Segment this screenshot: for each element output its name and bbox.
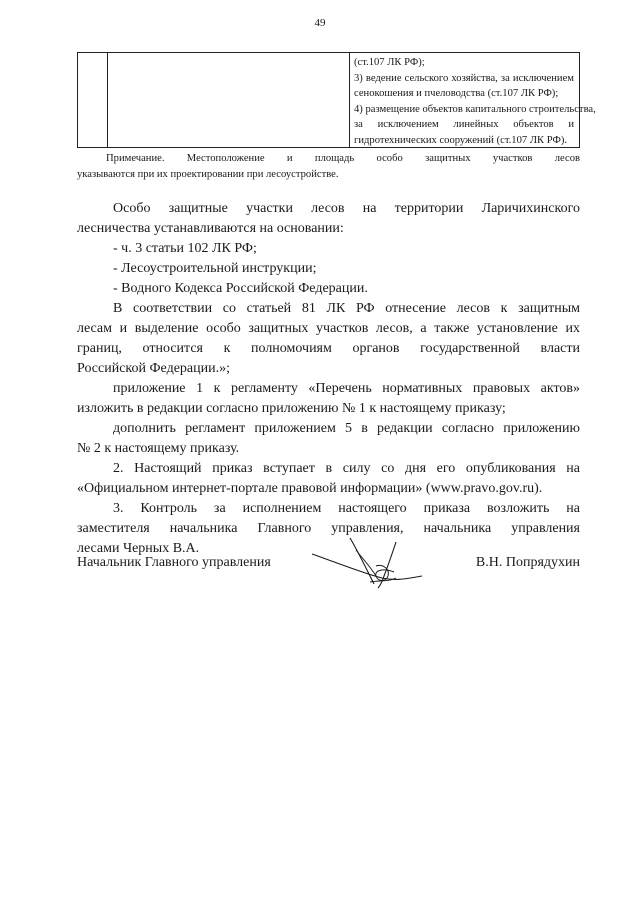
paragraph-line: Особо защитные участки лесов на территории Ларичихинского bbox=[113, 201, 580, 216]
paragraph-line: В соответствии со статьей 81 ЛК РФ отнесение лесов к защитным bbox=[113, 301, 580, 316]
list-item: - Лесоустроительной инструкции; bbox=[113, 261, 317, 276]
list-item: - Водного Кодекса Российской Федерации. bbox=[113, 281, 368, 296]
table-line: гидротехнических сооружений (ст.107 ЛК РФ). bbox=[354, 134, 567, 146]
table-column-number bbox=[78, 53, 108, 147]
paragraph-line: Российской Федерации.»; bbox=[77, 361, 231, 376]
signatory-title: Начальник Главного управления bbox=[77, 555, 271, 570]
table-line: 3) ведение сельского хозяйства, за исключением bbox=[354, 72, 574, 84]
document-body bbox=[77, 199, 580, 559]
paragraph-line: лесами Черных В.А. bbox=[77, 541, 200, 556]
note-line: указываются при их проектировании при лесоустройстве. bbox=[77, 169, 339, 180]
signatory-name: В.Н. Попрядухин bbox=[475, 555, 580, 570]
table-line: сенокошения и пчеловодства (ст.107 ЛК РФ); bbox=[354, 88, 559, 99]
table-column-name bbox=[107, 53, 350, 147]
note-line: Примечание. Местоположение и площадь особо защитных участков лесов bbox=[106, 153, 580, 164]
paragraph-line: «Официальном интернет-портале правовой информации» (www.pravo.gov.ru). bbox=[77, 481, 543, 496]
paragraph-line: изложить в редакции согласно приложению № 1 к настоящему приказу; bbox=[77, 401, 506, 416]
paragraph-line: дополнить регламент приложением 5 в редакции согласно приложению bbox=[113, 421, 580, 436]
paragraph-line: приложение 1 к регламенту «Перечень нормативных правовых актов» bbox=[113, 381, 580, 396]
page-number: 49 bbox=[314, 17, 326, 29]
handwritten-signature bbox=[310, 532, 430, 592]
paragraph-line: заместителя начальника Главного управления, начальника управления bbox=[77, 521, 580, 536]
table-note bbox=[77, 151, 580, 183]
table-line: 4) размещение объектов капитального строительства, bbox=[354, 103, 596, 115]
paragraph-line: лесничества устанавливаются на основании: bbox=[77, 221, 344, 236]
table-line: за исключением линейных объектов и bbox=[354, 119, 574, 130]
table-cell-restrictions bbox=[354, 55, 596, 148]
list-item: - ч. 3 статьи 102 ЛК РФ; bbox=[113, 241, 257, 256]
paragraph-line: границ, относится к полномочиям органов государственной власти bbox=[77, 341, 580, 356]
table-fragment bbox=[77, 52, 596, 148]
paragraph-line: 2. Настоящий приказ вступает в силу со дня его опубликования на bbox=[113, 461, 580, 476]
paragraph-line: № 2 к настоящему приказу. bbox=[77, 441, 240, 456]
paragraph-line: лесам и выделение особо защитных участков лесов, а также установление их bbox=[77, 321, 580, 336]
table-line: (ст.107 ЛК РФ); bbox=[354, 57, 425, 68]
paragraph-line: 3. Контроль за исполнением настоящего приказа возложить на bbox=[113, 501, 580, 516]
